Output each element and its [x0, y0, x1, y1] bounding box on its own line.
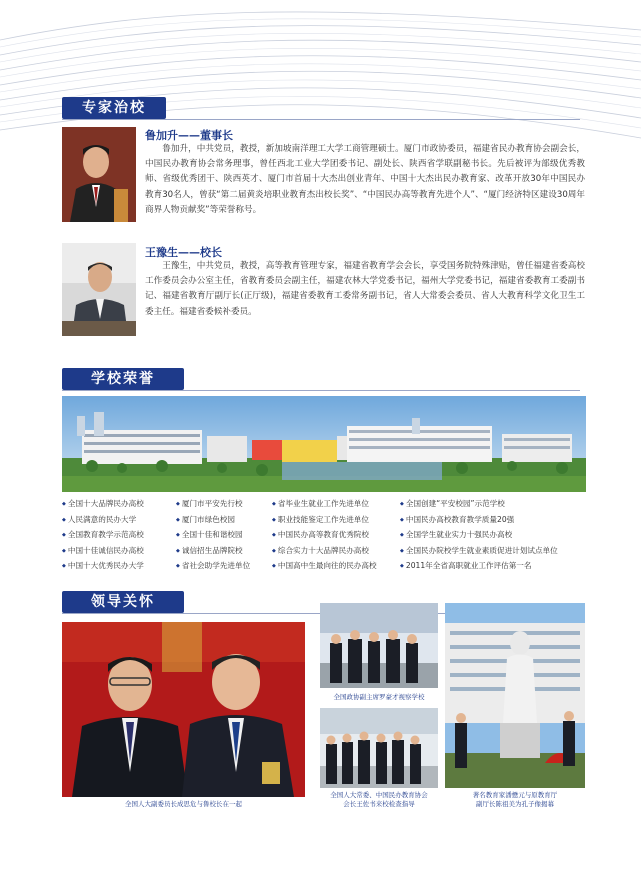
- campus-panorama: [62, 396, 586, 492]
- honor-text: 省毕业生就业工作先进单位: [277, 499, 369, 508]
- bullet-icon: ◆: [272, 532, 276, 538]
- honor-item: [176, 498, 243, 509]
- honor-text: 全国十佳和谐校园: [181, 530, 243, 539]
- photo-chairman: [62, 127, 136, 222]
- honor-item: [400, 498, 505, 509]
- honor-text: 厦门市绿色校园: [181, 514, 236, 524]
- honor-text: 厦门市平安先行校: [181, 499, 243, 508]
- photo-leaders-main: [62, 622, 305, 797]
- photo-leaders-inspection: [320, 708, 438, 788]
- honor-item: [176, 514, 235, 525]
- bullet-icon: ◆: [176, 516, 180, 523]
- caption-main-photo: 全国人大副委员长成思危与鲁校长在一起: [125, 800, 242, 808]
- bullet-icon: ◆: [176, 501, 180, 507]
- honor-item: [62, 529, 144, 540]
- honor-text: 诚信招生品牌院校: [181, 545, 243, 555]
- bullet-icon: ◆: [62, 532, 66, 538]
- caption-statue-photo: 著名教育家潘懋元与原教育厅 副厅长陈祖美为孔子像揭幕: [472, 791, 558, 808]
- honor-text: 省社会助学先进单位: [181, 561, 251, 570]
- bullet-icon: ◆: [400, 563, 404, 569]
- honor-text: 2011年全省高职就业工作评估第一名: [405, 561, 532, 570]
- bullet-icon: ◆: [272, 516, 276, 523]
- bullet-icon: ◆: [62, 563, 66, 569]
- photo-confucius-statue: [445, 603, 585, 788]
- honor-item: [176, 560, 250, 571]
- honor-item: [62, 514, 136, 525]
- bullet-icon: ◆: [272, 563, 276, 569]
- bullet-icon: ◆: [400, 547, 404, 554]
- bullet-icon: ◆: [272, 547, 276, 554]
- caption-inspection-photo: 全国人大常委、中国民办教育协会 会长王佐书来校检查指导: [330, 791, 428, 808]
- honor-item: [272, 498, 369, 509]
- bullet-icon: ◆: [62, 547, 66, 554]
- bullet-icon: ◆: [176, 547, 180, 554]
- honor-item: [176, 545, 243, 556]
- photo-president: [62, 243, 136, 336]
- honor-item: [272, 545, 369, 556]
- bullet-icon: ◆: [400, 501, 404, 507]
- honor-item: [400, 560, 532, 571]
- honor-text: 全国民办院校学生就业素质促进计划试点单位: [405, 545, 558, 555]
- bullet-icon: ◆: [176, 532, 180, 538]
- honor-text: 中国十佳诚信民办高校: [67, 545, 144, 555]
- bullet-icon: ◆: [400, 532, 404, 538]
- honor-item: [62, 545, 144, 556]
- honor-text: 全国学生就业实力十强民办高校: [405, 530, 513, 539]
- caption-visit-photo: 全国政协副主席罗豪才视察学校: [333, 693, 425, 701]
- honor-item: [272, 560, 377, 571]
- honor-item: [272, 514, 369, 525]
- bullet-icon: ◆: [272, 501, 276, 507]
- honor-item: [62, 498, 144, 509]
- honor-text: 全国十大品牌民办高校: [67, 499, 144, 508]
- honor-item: [62, 560, 144, 571]
- bullet-icon: ◆: [176, 563, 180, 569]
- honor-text: 中国高中生最向往的民办高校: [277, 561, 377, 570]
- person-title-president: 王豫生——校长: [145, 246, 222, 259]
- section-tab-leaders: 领导关怀: [62, 591, 184, 613]
- person-title-chairman: 鲁加升——董事长: [145, 129, 233, 142]
- person-bio-chairman: 鲁加升，中共党员，教授，新加坡南洋理工大学工商管理硕士。厦门市政协委员，福建省民办教育协会副会长，中国民办教育协会常务理事，曾任西北工业大学团委书记、副处长、陕西省学联副秘书长。先后被评为部级优秀教师、省级优秀团干、陕西英才、厦门市首届十大杰出创业青年、中国十大杰出民办教育家、改革开放30年中国民办教育30名人，曾获“第二届黄炎培职业教育杰出校长奖”、“中国民办高等教育先进个人”、“厦门经济特区建设30周年商界人物贡献奖”等荣誉称号。: [145, 144, 585, 215]
- honor-item: [176, 529, 243, 540]
- bullet-icon: ◆: [62, 516, 66, 523]
- honor-text: 全国创建“平安校园”示范学校: [405, 499, 505, 508]
- section-tab-experts: 专家治校: [62, 97, 166, 119]
- honor-item: [272, 529, 369, 540]
- honor-text: 人民满意的民办大学: [67, 514, 137, 524]
- honor-item: [400, 514, 514, 525]
- person-bio-president: 王豫生，中共党员，教授，高等教育管理专家，福建省教育学会会长，享受国务院特殊津贴，曾任福建省委高校工作委员会办公室主任，省教育委员会副主任，福建农林大学党委书记，福州大学党委书记，福建省委教育工委副书记、福建省教育厅副厅长(正厅级)，福建省委教育工委常务副书记，省人大常委会委员、省人大教育科学文化卫生工委主任。福建省委候补委员。: [145, 261, 585, 317]
- honor-item: [400, 529, 512, 540]
- honor-item: [400, 545, 558, 556]
- honor-text: 全国教育教学示范高校: [67, 530, 144, 539]
- bullet-icon: ◆: [62, 501, 66, 507]
- bullet-icon: ◆: [400, 516, 404, 523]
- honor-text: 职业技能鉴定工作先进单位: [277, 514, 369, 524]
- section-tab-honors: 学校荣誉: [62, 368, 184, 390]
- honor-text: 中国十大优秀民办大学: [67, 561, 144, 570]
- section-divider: [62, 119, 580, 120]
- honor-text: 中国民办高等教育优秀院校: [277, 530, 369, 539]
- photo-leaders-visit: [320, 603, 438, 688]
- section-divider: [62, 390, 580, 391]
- honor-text: 中国民办高校教育教学质量20强: [405, 514, 515, 524]
- honor-text: 综合实力十大品牌民办高校: [277, 545, 369, 555]
